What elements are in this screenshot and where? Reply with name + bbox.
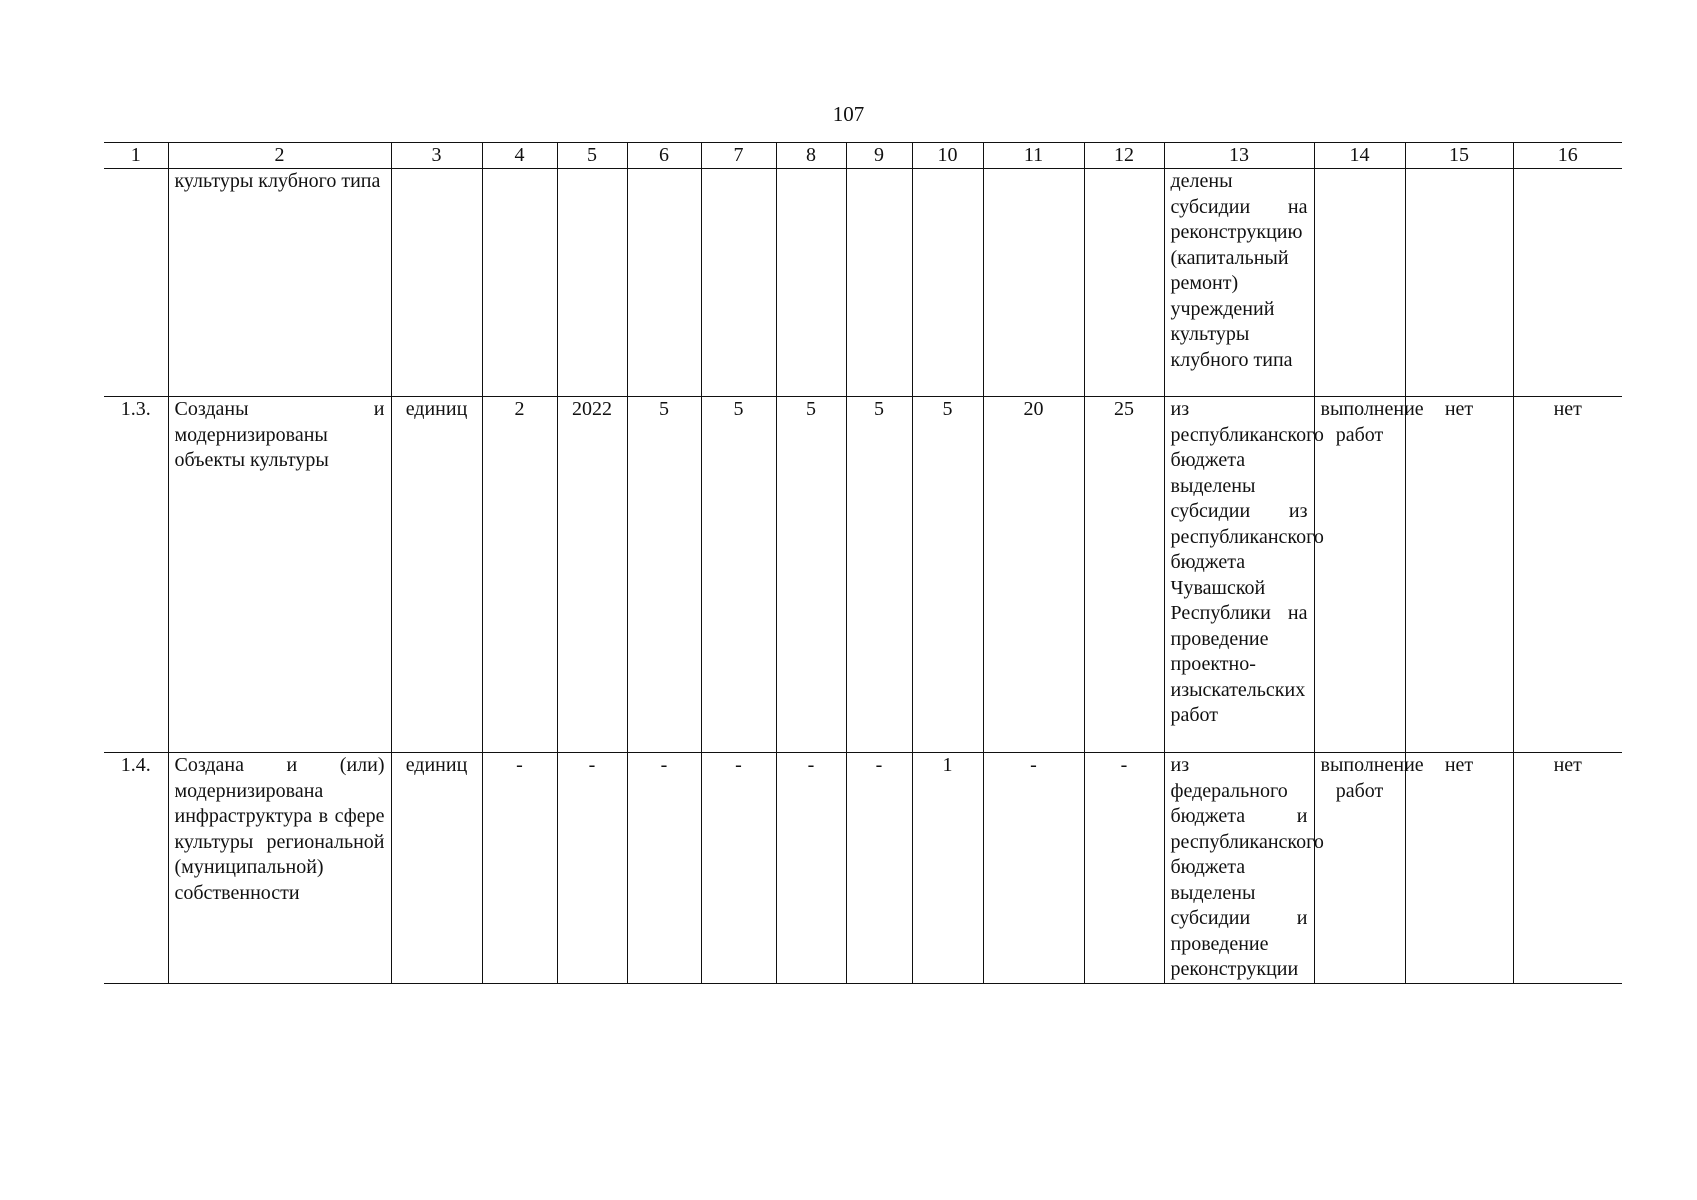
table-cell: единиц (391, 397, 482, 753)
table-cell: 2 (482, 397, 557, 753)
column-header: 15 (1405, 143, 1513, 169)
table-cell (482, 169, 557, 397)
table-cell (912, 169, 983, 397)
table-cell: из федерального бюджета и республиканского бюджета выделены субсидии и проведение реконструкции (1164, 753, 1314, 984)
table-cell: выполнение работ (1314, 397, 1405, 753)
indicators-table (104, 142, 1622, 984)
table-cell: 5 (912, 397, 983, 753)
table-cell: Созданы и модернизированы объекты культуры (168, 397, 391, 753)
column-number-row (104, 143, 1622, 169)
table-cell: нет (1405, 753, 1513, 984)
column-header: 9 (846, 143, 912, 169)
table-cell: 25 (1084, 397, 1164, 753)
table-cell (1314, 169, 1405, 397)
page-number: 107 (832, 102, 865, 126)
table-cell: 5 (701, 397, 776, 753)
table-cell: - (983, 753, 1084, 984)
column-header: 2 (168, 143, 391, 169)
table-cell: 1.3. (104, 397, 168, 753)
column-header: 7 (701, 143, 776, 169)
table-cell (776, 169, 846, 397)
column-header: 14 (1314, 143, 1405, 169)
table-cell (627, 169, 701, 397)
table-cell: 5 (627, 397, 701, 753)
column-header: 10 (912, 143, 983, 169)
table-cell: - (557, 753, 627, 984)
column-header: 16 (1513, 143, 1622, 169)
table-cell (1513, 169, 1622, 397)
table-cell: - (627, 753, 701, 984)
column-header: 13 (1164, 143, 1314, 169)
table-cell (557, 169, 627, 397)
table-cell: 1 (912, 753, 983, 984)
column-header: 6 (627, 143, 701, 169)
table-cell (983, 169, 1084, 397)
table-cell: Создана и (или) модернизирована инфраструктура в сфере культуры региональной (муниципальной) собственности (168, 753, 391, 984)
table-cell: - (482, 753, 557, 984)
column-header: 12 (1084, 143, 1164, 169)
table-row (104, 169, 1622, 397)
table-cell: - (1084, 753, 1164, 984)
table-cell (1405, 169, 1513, 397)
column-header: 4 (482, 143, 557, 169)
table-row (104, 397, 1622, 753)
table-cell: нет (1513, 753, 1622, 984)
table-cell: - (701, 753, 776, 984)
table-cell: делены субсидии на реконструкцию (капитальный ремонт) учреждений культуры клубного типа (1164, 169, 1314, 397)
column-header: 3 (391, 143, 482, 169)
table-cell: - (776, 753, 846, 984)
table-cell: культуры клубного типа (168, 169, 391, 397)
table-cell (1084, 169, 1164, 397)
table-cell (846, 169, 912, 397)
table-cell: единиц (391, 753, 482, 984)
table-cell: 1.4. (104, 753, 168, 984)
table-cell: выполнение работ (1314, 753, 1405, 984)
table-cell: нет (1405, 397, 1513, 753)
column-header: 8 (776, 143, 846, 169)
table-row (104, 753, 1622, 984)
table-cell: нет (1513, 397, 1622, 753)
table-cell: - (846, 753, 912, 984)
table-cell: 2022 (557, 397, 627, 753)
table-cell: 5 (846, 397, 912, 753)
column-header: 1 (104, 143, 168, 169)
table-cell (104, 169, 168, 397)
table-cell: 20 (983, 397, 1084, 753)
column-header: 5 (557, 143, 627, 169)
table-cell (701, 169, 776, 397)
table-cell (391, 169, 482, 397)
table-cell: 5 (776, 397, 846, 753)
table-cell: из республиканского бюджета выделены субсидии из республиканского бюджета Чувашской Республики на проведение проектно-изыскательских работ (1164, 397, 1314, 753)
column-header: 11 (983, 143, 1084, 169)
